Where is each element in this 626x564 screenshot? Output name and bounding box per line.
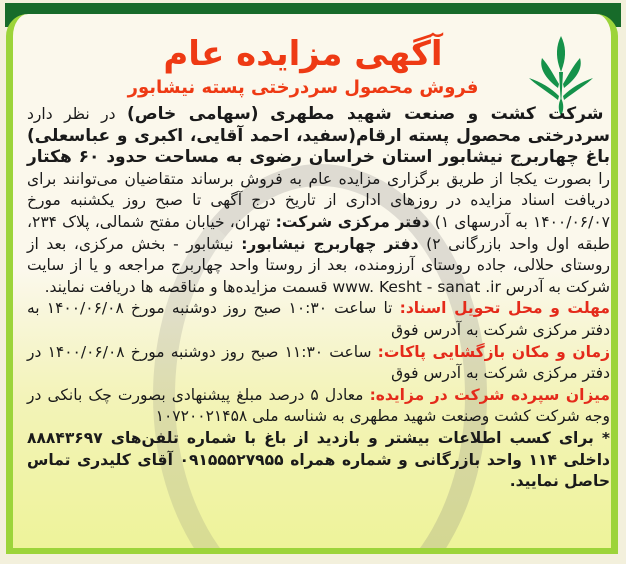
opening-text: ساعت ۱۱:۳۰ صبح روز دوشنبه مورخ ۱۴۰۰/۰۶/۰۸ در دفتر مرکزی شرکت به آدرس فوق <box>27 342 610 383</box>
deposit-paragraph <box>27 385 610 428</box>
company-name: شرکت کشت و صنعت شهید مطهری <box>270 104 604 124</box>
intro-text-2: را بصورت یکجا از طریق برگزاری مزایده عام به فروش برساند متقاضیان می‌توانند برای دریافت اسناد مزایده در روزهای اداری از تاریخ درج آگهی تا صبح روز یکشنبه مورخ ۱۴۰۰/۰۶/۰۷ به آدرسهای ۱) <box>27 169 610 231</box>
contact-text: * برای کسب اطلاعات بیشتر و بازدید از باغ با شماره تلفن‌های ۸۸۸۴۳۶۹۷ داخلی ۱۱۴ واحد بازرگانی و شماره همراه ۰۹۱۵۵۵۲۷۹۵۵ آقای کلیدری تماس حاصل نمایید. <box>27 428 610 491</box>
deadline-paragraph <box>27 298 610 341</box>
deadline-label: مهلت و محل تحویل اسناد: <box>399 299 610 318</box>
intro-text-3: قسمت مزایده‌ها و مناقصه ها دریافت نمایند. <box>44 277 328 296</box>
deposit-text: معادل ۵ درصد مبلغ پیشنهادی بصورت چک بانکی در وجه شرکت کشت وصنعت شهید مطهری به شناسه ملی ۱۰۷۲۰۰۲۱۴۵۸ <box>27 385 610 426</box>
opening-paragraph <box>27 342 610 385</box>
office1-address: تهران، خیابان مفتح شمالی، پلاک ۲۳۴، طبقه اول واحد بازرگانی ۲) <box>27 212 610 253</box>
deadline-text: تا ساعت ۱۰:۳۰ صبح روز دوشنبه مورخ ۱۴۰۰/۰۶/۰۸ به دفتر مرکزی شرکت به آدرس فوق <box>27 299 610 339</box>
deposit-label: میزان سپرده شرکت در مزایده: <box>369 385 610 404</box>
office2-address: نیشابور - بخش مرکزی، بعد از روستای حلالی، جاده روستای آرزومنده، بعد از روستا واحد چهاربرج مراجعه و یا از سایت شرکت به آدرس <box>27 234 610 296</box>
office2-label: دفتر چهاربرج نیشابور: <box>241 234 419 253</box>
product-description: سردرختی محصول پسته ارقام(سفید، احمد آقایی، اکبری و عباسعلی) باغ چهاربرج نیشابور استان خراسان رضوی به مساحت حدود ۶۰ هکتار <box>27 125 610 168</box>
advertisement-body <box>27 104 610 493</box>
intro-text-1: در نظر دارد <box>27 105 116 123</box>
contact-paragraph <box>27 428 610 493</box>
page-title: آگهی مزایده عام <box>163 34 443 74</box>
page-subtitle: فروش محصول سردرختی پسته نیشابور <box>127 77 479 98</box>
office1-label: دفتر مرکزی شرکت: <box>275 212 430 231</box>
opening-label: زمان و مکان بازگشایی پاکات: <box>377 342 610 361</box>
advertisement-card <box>6 14 618 554</box>
company-type: (سهامی خاص) <box>127 104 259 124</box>
website-link[interactable]: www. Kesht - sanat .ir <box>332 277 501 296</box>
intro-paragraph <box>27 104 610 298</box>
advertisement-header <box>103 32 503 100</box>
